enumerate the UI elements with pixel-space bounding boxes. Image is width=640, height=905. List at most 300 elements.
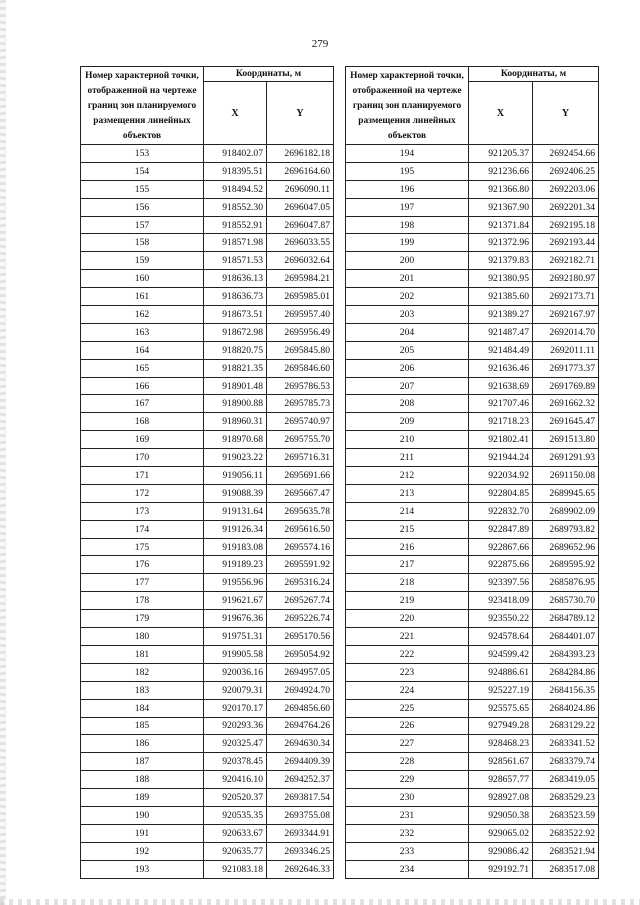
x-coordinate-cell: 922832.70 <box>469 502 533 520</box>
point-number-cell: 197 <box>346 198 469 216</box>
x-coordinate-cell: 929050.38 <box>469 806 533 824</box>
y-coordinate-cell: 2695170.56 <box>267 628 334 646</box>
point-number-cell: 205 <box>346 341 469 359</box>
x-coordinate-cell: 925575.65 <box>469 699 533 717</box>
point-number-cell: 227 <box>346 735 469 753</box>
y-coordinate-cell: 2691513.80 <box>533 431 599 449</box>
table-body-right <box>346 145 599 879</box>
point-number-cell: 181 <box>81 645 204 663</box>
y-coordinate-cell: 2695574.16 <box>267 538 334 556</box>
point-number-cell: 155 <box>81 180 204 198</box>
y-coordinate-cell: 2696032.64 <box>267 252 334 270</box>
x-coordinate-cell: 920635.77 <box>204 842 267 860</box>
point-number-cell: 175 <box>81 538 204 556</box>
x-coordinate-cell: 918820.75 <box>204 341 267 359</box>
point-number-cell: 216 <box>346 538 469 556</box>
table-row <box>346 574 599 592</box>
y-coordinate-cell: 2683523.59 <box>533 806 599 824</box>
y-coordinate-cell: 2696182.18 <box>267 145 334 163</box>
x-coordinate-cell: 918395.51 <box>204 162 267 180</box>
point-number-cell: 174 <box>81 520 204 538</box>
point-number-cell: 218 <box>346 574 469 592</box>
table-row <box>346 681 599 699</box>
point-number-cell: 225 <box>346 699 469 717</box>
table-row <box>81 306 334 324</box>
y-coordinate-cell: 2692203.06 <box>533 180 599 198</box>
table-row <box>346 556 599 574</box>
x-coordinate-cell: 922804.85 <box>469 484 533 502</box>
y-coordinate-cell: 2691291.93 <box>533 449 599 467</box>
x-coordinate-cell: 920520.37 <box>204 789 267 807</box>
y-coordinate-cell: 2695591.92 <box>267 556 334 574</box>
point-number-cell: 192 <box>81 842 204 860</box>
y-coordinate-cell: 2695785.73 <box>267 395 334 413</box>
x-coordinate-cell: 928468.23 <box>469 735 533 753</box>
table-row <box>346 341 599 359</box>
table-row <box>346 520 599 538</box>
point-number-cell: 167 <box>81 395 204 413</box>
y-coordinate-cell: 2693755.08 <box>267 806 334 824</box>
x-coordinate-cell: 919676.36 <box>204 610 267 628</box>
table-row <box>346 377 599 395</box>
x-coordinate-cell: 927949.28 <box>469 717 533 735</box>
table-row <box>81 860 334 878</box>
y-coordinate-cell: 2695740.97 <box>267 413 334 431</box>
table-row <box>346 449 599 467</box>
point-number-cell: 154 <box>81 162 204 180</box>
table-row <box>346 717 599 735</box>
x-coordinate-cell: 921389.27 <box>469 306 533 324</box>
y-coordinate-cell: 2692167.97 <box>533 306 599 324</box>
y-coordinate-cell: 2691662.32 <box>533 395 599 413</box>
point-number-cell: 184 <box>81 699 204 717</box>
table-row <box>81 162 334 180</box>
table-row <box>346 359 599 377</box>
point-number-cell: 158 <box>81 234 204 252</box>
table-row <box>346 467 599 485</box>
point-number-cell: 177 <box>81 574 204 592</box>
point-number-cell: 182 <box>81 663 204 681</box>
y-coordinate-cell: 2684401.07 <box>533 628 599 646</box>
table-row <box>81 628 334 646</box>
y-coordinate-cell: 2695984.21 <box>267 270 334 288</box>
table-row <box>346 145 599 163</box>
table-row <box>346 484 599 502</box>
y-coordinate-cell: 2685730.70 <box>533 592 599 610</box>
y-coordinate-cell: 2695691.66 <box>267 467 334 485</box>
coordinates-table-left <box>80 66 334 879</box>
y-coordinate-cell: 2692406.25 <box>533 162 599 180</box>
table-row <box>81 824 334 842</box>
x-coordinate-cell: 922847.89 <box>469 520 533 538</box>
y-coordinate-cell: 2683522.92 <box>533 824 599 842</box>
x-coordinate-cell: 921718.23 <box>469 413 533 431</box>
x-coordinate-cell: 918571.98 <box>204 234 267 252</box>
point-number-cell: 190 <box>81 806 204 824</box>
y-coordinate-cell: 2693817.54 <box>267 789 334 807</box>
table-row <box>346 198 599 216</box>
x-coordinate-cell: 921802.41 <box>469 431 533 449</box>
point-number-cell: 207 <box>346 377 469 395</box>
table-row <box>81 288 334 306</box>
y-coordinate-cell: 2692014.70 <box>533 323 599 341</box>
point-number-cell: 159 <box>81 252 204 270</box>
point-number-cell: 220 <box>346 610 469 628</box>
y-coordinate-cell: 2693344.91 <box>267 824 334 842</box>
x-coordinate-cell: 921636.46 <box>469 359 533 377</box>
header-x: X <box>469 82 533 145</box>
point-number-cell: 201 <box>346 270 469 288</box>
x-coordinate-cell: 921372.96 <box>469 234 533 252</box>
table-row <box>346 234 599 252</box>
table-row <box>81 431 334 449</box>
x-coordinate-cell: 918552.30 <box>204 198 267 216</box>
x-coordinate-cell: 921371.84 <box>469 216 533 234</box>
point-number-cell: 223 <box>346 663 469 681</box>
point-number-cell: 228 <box>346 753 469 771</box>
x-coordinate-cell: 924599.42 <box>469 645 533 663</box>
y-coordinate-cell: 2695716.31 <box>267 449 334 467</box>
x-coordinate-cell: 922867.66 <box>469 538 533 556</box>
point-number-cell: 169 <box>81 431 204 449</box>
y-coordinate-cell: 2695956.49 <box>267 323 334 341</box>
y-coordinate-cell: 2692454.66 <box>533 145 599 163</box>
point-number-cell: 173 <box>81 502 204 520</box>
x-coordinate-cell: 924578.64 <box>469 628 533 646</box>
point-number-cell: 232 <box>346 824 469 842</box>
point-number-cell: 222 <box>346 645 469 663</box>
table-row <box>81 789 334 807</box>
x-coordinate-cell: 919023.22 <box>204 449 267 467</box>
point-number-cell: 212 <box>346 467 469 485</box>
x-coordinate-cell: 923550.22 <box>469 610 533 628</box>
x-coordinate-cell: 929086.42 <box>469 842 533 860</box>
table-row <box>346 413 599 431</box>
y-coordinate-cell: 2695845.80 <box>267 341 334 359</box>
y-coordinate-cell: 2684284.86 <box>533 663 599 681</box>
y-coordinate-cell: 2683341.52 <box>533 735 599 753</box>
y-coordinate-cell: 2685876.95 <box>533 574 599 592</box>
table-row <box>81 610 334 628</box>
x-coordinate-cell: 921083.18 <box>204 860 267 878</box>
y-coordinate-cell: 2692180.97 <box>533 270 599 288</box>
x-coordinate-cell: 919905.58 <box>204 645 267 663</box>
table-row <box>346 789 599 807</box>
point-number-cell: 191 <box>81 824 204 842</box>
table-row <box>81 735 334 753</box>
header-coordinates: Координаты, м <box>204 67 334 82</box>
y-coordinate-cell: 2695846.60 <box>267 359 334 377</box>
point-number-cell: 179 <box>81 610 204 628</box>
x-coordinate-cell: 919183.08 <box>204 538 267 556</box>
point-number-cell: 196 <box>346 180 469 198</box>
y-coordinate-cell: 2692011.11 <box>533 341 599 359</box>
table-row <box>346 735 599 753</box>
y-coordinate-cell: 2695755.70 <box>267 431 334 449</box>
table-row <box>81 449 334 467</box>
table-row <box>81 484 334 502</box>
x-coordinate-cell: 919056.11 <box>204 467 267 485</box>
y-coordinate-cell: 2695957.40 <box>267 306 334 324</box>
x-coordinate-cell: 921487.47 <box>469 323 533 341</box>
y-coordinate-cell: 2694409.39 <box>267 753 334 771</box>
x-coordinate-cell: 918571.53 <box>204 252 267 270</box>
point-number-cell: 204 <box>346 323 469 341</box>
table-row <box>346 806 599 824</box>
y-coordinate-cell: 2694924.70 <box>267 681 334 699</box>
x-coordinate-cell: 920633.67 <box>204 824 267 842</box>
header-coordinates: Координаты, м <box>469 67 599 82</box>
x-coordinate-cell: 919621.67 <box>204 592 267 610</box>
table-row <box>81 216 334 234</box>
x-coordinate-cell: 919751.31 <box>204 628 267 646</box>
table-row <box>81 252 334 270</box>
x-coordinate-cell: 921638.69 <box>469 377 533 395</box>
point-number-cell: 165 <box>81 359 204 377</box>
x-coordinate-cell: 920170.17 <box>204 699 267 717</box>
point-number-cell: 210 <box>346 431 469 449</box>
x-coordinate-cell: 918673.51 <box>204 306 267 324</box>
y-coordinate-cell: 2683419.05 <box>533 771 599 789</box>
point-number-cell: 171 <box>81 467 204 485</box>
y-coordinate-cell: 2691773.37 <box>533 359 599 377</box>
table-row <box>81 359 334 377</box>
x-coordinate-cell: 928927.08 <box>469 789 533 807</box>
point-number-cell: 157 <box>81 216 204 234</box>
x-coordinate-cell: 921707.46 <box>469 395 533 413</box>
point-number-cell: 193 <box>81 860 204 878</box>
table-row <box>346 753 599 771</box>
point-number-cell: 162 <box>81 306 204 324</box>
x-coordinate-cell: 918900.88 <box>204 395 267 413</box>
table-row <box>346 162 599 180</box>
x-coordinate-cell: 929065.02 <box>469 824 533 842</box>
y-coordinate-cell: 2695054.92 <box>267 645 334 663</box>
x-coordinate-cell: 922875.66 <box>469 556 533 574</box>
point-number-cell: 185 <box>81 717 204 735</box>
x-coordinate-cell: 921380.95 <box>469 270 533 288</box>
y-coordinate-cell: 2695667.47 <box>267 484 334 502</box>
table-row <box>346 860 599 878</box>
point-number-cell: 213 <box>346 484 469 502</box>
x-coordinate-cell: 921385.60 <box>469 288 533 306</box>
table-row <box>81 574 334 592</box>
x-coordinate-cell: 921236.66 <box>469 162 533 180</box>
table-row <box>346 323 599 341</box>
x-coordinate-cell: 921366.80 <box>469 180 533 198</box>
table-row <box>81 145 334 163</box>
header-point-number: Номер характерной точки, отображенной на чертеже границ зон планируемого размещения линейных объектов <box>346 67 469 145</box>
table-row <box>81 270 334 288</box>
header-y: Y <box>533 82 599 145</box>
x-coordinate-cell: 922034.92 <box>469 467 533 485</box>
point-number-cell: 224 <box>346 681 469 699</box>
table-row <box>81 771 334 789</box>
coordinates-table-right <box>345 66 599 879</box>
y-coordinate-cell: 2683379.74 <box>533 753 599 771</box>
header-point-number: Номер характерной точки, отображенной на чертеже границ зон планируемого размещения линейных объектов <box>81 67 204 145</box>
y-coordinate-cell: 2692201.34 <box>533 198 599 216</box>
header-x: X <box>204 82 267 145</box>
table-row <box>346 216 599 234</box>
y-coordinate-cell: 2696047.87 <box>267 216 334 234</box>
x-coordinate-cell: 928561.67 <box>469 753 533 771</box>
table-row <box>81 645 334 663</box>
x-coordinate-cell: 918960.31 <box>204 413 267 431</box>
y-coordinate-cell: 2695635.78 <box>267 502 334 520</box>
point-number-cell: 219 <box>346 592 469 610</box>
point-number-cell: 161 <box>81 288 204 306</box>
table-row <box>346 771 599 789</box>
x-coordinate-cell: 919131.64 <box>204 502 267 520</box>
x-coordinate-cell: 919556.96 <box>204 574 267 592</box>
x-coordinate-cell: 921484.49 <box>469 341 533 359</box>
table-row <box>81 234 334 252</box>
scan-edge-bottom <box>0 899 640 905</box>
y-coordinate-cell: 2689793.82 <box>533 520 599 538</box>
x-coordinate-cell: 923397.56 <box>469 574 533 592</box>
point-number-cell: 198 <box>346 216 469 234</box>
point-number-cell: 194 <box>346 145 469 163</box>
x-coordinate-cell: 918636.13 <box>204 270 267 288</box>
point-number-cell: 178 <box>81 592 204 610</box>
table-row <box>346 645 599 663</box>
table-row <box>346 502 599 520</box>
y-coordinate-cell: 2694764.26 <box>267 717 334 735</box>
x-coordinate-cell: 928657.77 <box>469 771 533 789</box>
point-number-cell: 233 <box>346 842 469 860</box>
table-row <box>346 610 599 628</box>
point-number-cell: 164 <box>81 341 204 359</box>
table-row <box>81 753 334 771</box>
point-number-cell: 180 <box>81 628 204 646</box>
table-row <box>81 198 334 216</box>
x-coordinate-cell: 918552.91 <box>204 216 267 234</box>
table-row <box>346 628 599 646</box>
table-row <box>81 699 334 717</box>
x-coordinate-cell: 919126.34 <box>204 520 267 538</box>
y-coordinate-cell: 2689945.65 <box>533 484 599 502</box>
point-number-cell: 226 <box>346 717 469 735</box>
y-coordinate-cell: 2689652.96 <box>533 538 599 556</box>
y-coordinate-cell: 2696164.60 <box>267 162 334 180</box>
point-number-cell: 160 <box>81 270 204 288</box>
x-coordinate-cell: 921367.90 <box>469 198 533 216</box>
y-coordinate-cell: 2694957.05 <box>267 663 334 681</box>
x-coordinate-cell: 920036.16 <box>204 663 267 681</box>
point-number-cell: 214 <box>346 502 469 520</box>
point-number-cell: 195 <box>346 162 469 180</box>
table-row <box>346 180 599 198</box>
y-coordinate-cell: 2692182.71 <box>533 252 599 270</box>
x-coordinate-cell: 920293.36 <box>204 717 267 735</box>
y-coordinate-cell: 2684789.12 <box>533 610 599 628</box>
table-row <box>346 824 599 842</box>
y-coordinate-cell: 2684156.35 <box>533 681 599 699</box>
x-coordinate-cell: 919189.23 <box>204 556 267 574</box>
table-row <box>81 180 334 198</box>
point-number-cell: 231 <box>346 806 469 824</box>
table-row <box>81 413 334 431</box>
point-number-cell: 234 <box>346 860 469 878</box>
y-coordinate-cell: 2695985.01 <box>267 288 334 306</box>
x-coordinate-cell: 921944.24 <box>469 449 533 467</box>
y-coordinate-cell: 2695786.53 <box>267 377 334 395</box>
x-coordinate-cell: 920325.47 <box>204 735 267 753</box>
y-coordinate-cell: 2692193.44 <box>533 234 599 252</box>
y-coordinate-cell: 2691645.47 <box>533 413 599 431</box>
table-row <box>81 520 334 538</box>
point-number-cell: 200 <box>346 252 469 270</box>
table-row <box>81 341 334 359</box>
x-coordinate-cell: 925227.19 <box>469 681 533 699</box>
table-row <box>81 717 334 735</box>
y-coordinate-cell: 2696090.11 <box>267 180 334 198</box>
x-coordinate-cell: 920535.35 <box>204 806 267 824</box>
point-number-cell: 202 <box>346 288 469 306</box>
x-coordinate-cell: 929192.71 <box>469 860 533 878</box>
y-coordinate-cell: 2684393.23 <box>533 645 599 663</box>
point-number-cell: 209 <box>346 413 469 431</box>
x-coordinate-cell: 918636.73 <box>204 288 267 306</box>
y-coordinate-cell: 2692195.18 <box>533 216 599 234</box>
point-number-cell: 221 <box>346 628 469 646</box>
x-coordinate-cell: 921205.37 <box>469 145 533 163</box>
table-row <box>81 806 334 824</box>
y-coordinate-cell: 2683517.08 <box>533 860 599 878</box>
point-number-cell: 206 <box>346 359 469 377</box>
table-body-left <box>81 145 334 879</box>
table-row <box>81 467 334 485</box>
point-number-cell: 215 <box>346 520 469 538</box>
x-coordinate-cell: 923418.09 <box>469 592 533 610</box>
y-coordinate-cell: 2691769.89 <box>533 377 599 395</box>
table-row <box>346 288 599 306</box>
point-number-cell: 163 <box>81 323 204 341</box>
y-coordinate-cell: 2683529.23 <box>533 789 599 807</box>
y-coordinate-cell: 2696047.05 <box>267 198 334 216</box>
point-number-cell: 183 <box>81 681 204 699</box>
table-row <box>346 842 599 860</box>
x-coordinate-cell: 918672.98 <box>204 323 267 341</box>
x-coordinate-cell: 918494.52 <box>204 180 267 198</box>
point-number-cell: 211 <box>346 449 469 467</box>
table-row <box>346 699 599 717</box>
x-coordinate-cell: 918901.48 <box>204 377 267 395</box>
table-row <box>81 323 334 341</box>
y-coordinate-cell: 2696033.55 <box>267 234 334 252</box>
y-coordinate-cell: 2694856.60 <box>267 699 334 717</box>
y-coordinate-cell: 2689902.09 <box>533 502 599 520</box>
y-coordinate-cell: 2695316.24 <box>267 574 334 592</box>
y-coordinate-cell: 2683129.22 <box>533 717 599 735</box>
page-number: 279 <box>311 38 329 50</box>
x-coordinate-cell: 920378.45 <box>204 753 267 771</box>
point-number-cell: 166 <box>81 377 204 395</box>
y-coordinate-cell: 2694630.34 <box>267 735 334 753</box>
table-row <box>346 538 599 556</box>
y-coordinate-cell: 2692646.33 <box>267 860 334 878</box>
point-number-cell: 172 <box>81 484 204 502</box>
point-number-cell: 217 <box>346 556 469 574</box>
point-number-cell: 153 <box>81 145 204 163</box>
point-number-cell: 203 <box>346 306 469 324</box>
x-coordinate-cell: 921379.83 <box>469 252 533 270</box>
x-coordinate-cell: 924886.61 <box>469 663 533 681</box>
table-row <box>346 431 599 449</box>
point-number-cell: 187 <box>81 753 204 771</box>
point-number-cell: 208 <box>346 395 469 413</box>
